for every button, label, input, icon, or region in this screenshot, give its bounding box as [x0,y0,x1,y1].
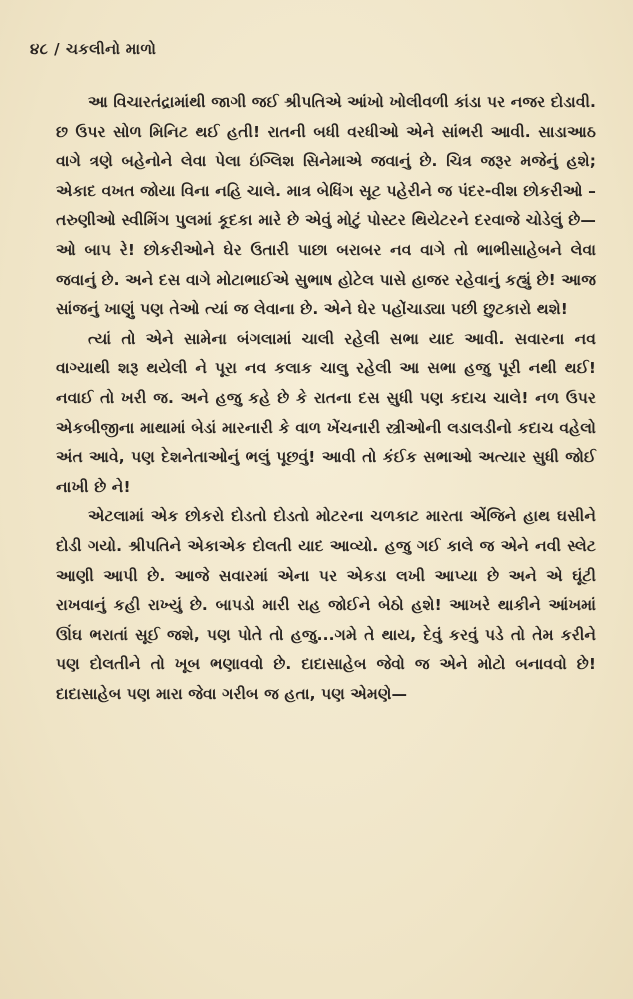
header-separator: / [54,40,60,58]
paragraph-3: એટલામાં એક છોકરો દોડતો દોડતો મોટરના ચળકાટ મારતા એંજિને હાથ ઘસીને દોડી ગયો. શ્રીપતિને એકાએક દોલતી યાદ આવ્યો. હજુ ગઈ કાલે જ એને નવી સ્લેટ આણી આપી છે. આજે સવારમાં એના પર એકડા લખી આપ્યા છે અને એ ઘૂંટી રાખવાનું કહી રાખ્યું છે. બાપડો મારી રાહ જોઈને બેઠો હશે! આખરે થાકીને આંખમાં ઊંઘ ભરાતાં સૂઈ જશે, પણ પોતે તો હજુ...ગમે તે થાય, દેવું કરવું પડે તો તેમ કરીને પણ દોલતીને તો ખૂબ ભણાવવો છે. દાદાસાહેબ જેવો જ એને મોટો બનાવવો છે! દાદાસાહેબ પણ મારા જેવા ગરીબ જ હતા, પણ એમણે— [56,507,596,703]
page-number: ૪૮ [30,40,49,58]
running-title: ચકલીનો માળો [65,40,157,58]
body-text [56,88,596,709]
paragraph-1: આ વિચારતંદ્રામાંથી જાગી જઈ શ્રીપતિએ આંખો ખોલીવળી કાંડા પર નજર દોડાવી. છ ઉપર સોળ મિનિટ થઈ હતી! રાતની બધી વરધીઓ એને સાંભરી આવી. સાડાઆઠ વાગે ત્રણે બહેનોને લેવા પેલા ઇંગ્લિશ સિનેમાએ જવાનું છે. ચિત્ર જરૂર મજેનું હશે; એકાદ વખત જોયા વિના નહિ ચાલે. માત્ર બેધિંગ સૂટ પહેરીને જ પંદર-વીશ છોકરીઓ – તરુણીઓ સ્વીમિંગ પુલમાં કૂદકા મારે છે એવું મોટું પોસ્ટર થિયેટરને દરવાજે ચોડેલું છે—ઓ બાપ રે! છોકરીઓને ઘેર ઉતારી પાછા બરાબર નવ વાગે તો ભાભીસાહેબને લેવા જવાનું છે. અને દસ વાગે મોટાભાઈએ સુભાષ હોટેલ પાસે હાજર રહેવાનું કહ્યું છે! આજ સાંજનું ખાણું પણ તેઓ ત્યાં જ લેવાના છે. એને ઘેર પહોંચાડ્યા પછી છુટકારો થશે! [56,93,596,319]
paragraph-2: ત્યાં તો એને સામેના બંગલામાં ચાલી રહેલી સભા યાદ આવી. સવારના નવ વાગ્યાથી શરૂ થયેલી ને પૂરા નવ કલાક ચાલુ રહેલી આ સભા હજુ પૂરી નથી થઈ! નવાઈ તો ખરી જ. અને હજુ કહે છે કે રાતના દસ સુધી પણ કદાચ ચાલે! નળ ઉપર એકબીજીના માથામાં બેડાં મારનારી કે વાળ ખેંચનારી સ્ત્રીઓની લડાલડીનો કદાચ વહેલો અંત આવે, પણ દેશનેતાઓનું ભલું પૂછવું! આવી તો કંઈક સભાઓ અત્યાર સુધી જોઈ નાખી છે ને! [56,329,596,496]
page-header [30,40,156,58]
